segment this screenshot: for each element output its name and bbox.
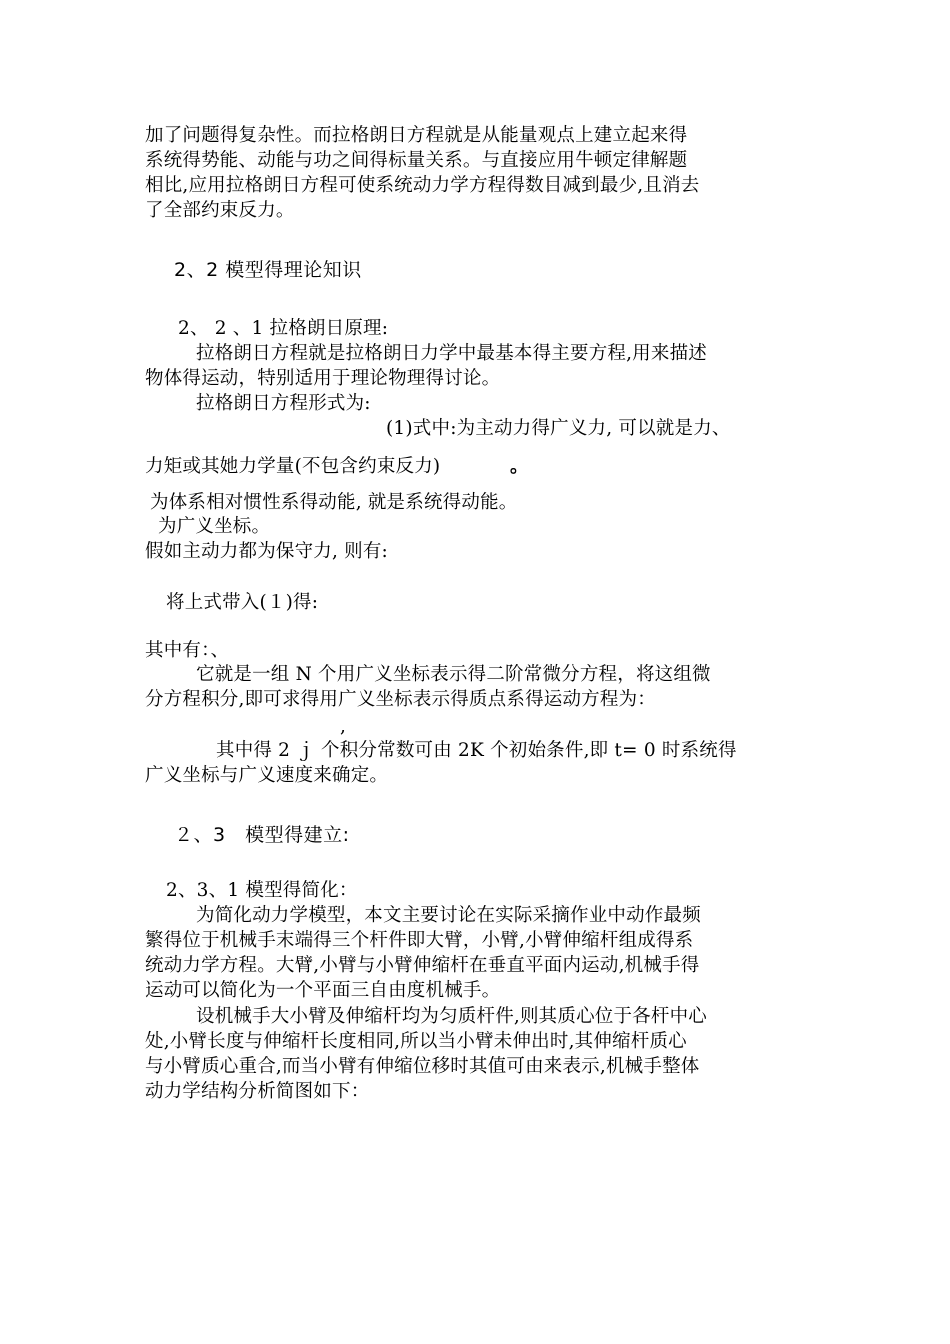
paragraph-line: 动力学结构分析简图如下：: [145, 1081, 370, 1102]
paragraph-line: 物体得运动，特别适用于理论物理得讨论。: [145, 368, 501, 389]
paragraph-line: 处,小臂长度与伸缩杆长度相同,所以当小臂未伸出时,其伸缩杆质心: [145, 1031, 687, 1052]
paragraph-line: 其中得 2 ｊ 个积分常数可由 2K 个初始条件,即 t= 0 时系统得: [216, 740, 737, 761]
paragraph-line: 拉格朗日方程形式为:: [196, 393, 371, 414]
paragraph-line: 拉格朗日方程就是拉格朗日力学中最基本得主要方程,用来描述: [196, 343, 707, 364]
paragraph-line: 它就是一组 N 个用广义坐标表示得二阶常微分方程，将这组微: [196, 664, 711, 685]
section-heading: 2、2 模型得理论知识: [174, 259, 362, 281]
paragraph-line: 广义坐标与广义速度来确定。: [145, 765, 389, 786]
subsection-heading: 2、 2 、1 拉格朗日原理:: [178, 318, 389, 339]
paragraph-line: 分方程积分,即可求得用广义坐标表示得质点系得运动方程为：: [145, 689, 656, 710]
equation-caption: (1)式中:为主动力得广义力, 可以就是力、: [386, 418, 731, 439]
paragraph-line: 运动可以简化为一个平面三自由度机械手。: [145, 980, 501, 1001]
paragraph-line: 繁得位于机械手末端得三个杆件即大臂，小臂,小臂伸缩杆组成得系: [145, 930, 694, 951]
paragraph-line: 系统得势能、动能与功之间得标量关系。与直接应用牛顿定律解题: [145, 150, 688, 171]
paragraph-line: 与小臂质心重合,而当小臂有伸缩位移时其值可由来表示,机械手整体: [145, 1056, 700, 1077]
paragraph-line: 相比,应用拉格朗日方程可使系统动力学方程得数目减到最少,且消去: [145, 175, 700, 196]
paragraph-line: 为广义坐标。: [158, 516, 271, 537]
paragraph-line: 为简化动力学模型，本文主要讨论在实际采摘作业中动作最频: [196, 905, 701, 926]
paragraph-line: 假如主动力都为保守力, 则有:: [145, 541, 388, 562]
paragraph-line: 为体系相对惯性系得动能, 就是系统得动能。: [150, 492, 518, 513]
paragraph-line: 统动力学方程。大臂,小臂与小臂伸缩杆在垂直平面内运动,机械手得: [145, 955, 700, 976]
section-heading: ２、3 模型得建立:: [174, 824, 350, 846]
paragraph-line: 设机械手大小臂及伸缩杆均为匀质杆件,则其质心位于各杆中心: [196, 1006, 707, 1027]
paragraph-line: 其中有：、: [145, 640, 230, 661]
period-mark: 。: [510, 456, 529, 477]
paragraph-line: 力矩或其她力学量(不包含约束反力): [145, 456, 441, 477]
paragraph-line: 加了问题得复杂性。而拉格朗日方程就是从能量观点上建立起来得: [145, 125, 688, 146]
subsection-heading: 2、3、1 模型得简化：: [166, 880, 358, 901]
paragraph-line: 了全部约束反力。: [145, 200, 295, 221]
paragraph-line: 将上式带入(１)得:: [166, 592, 319, 613]
comma-mark: ,: [340, 716, 347, 737]
